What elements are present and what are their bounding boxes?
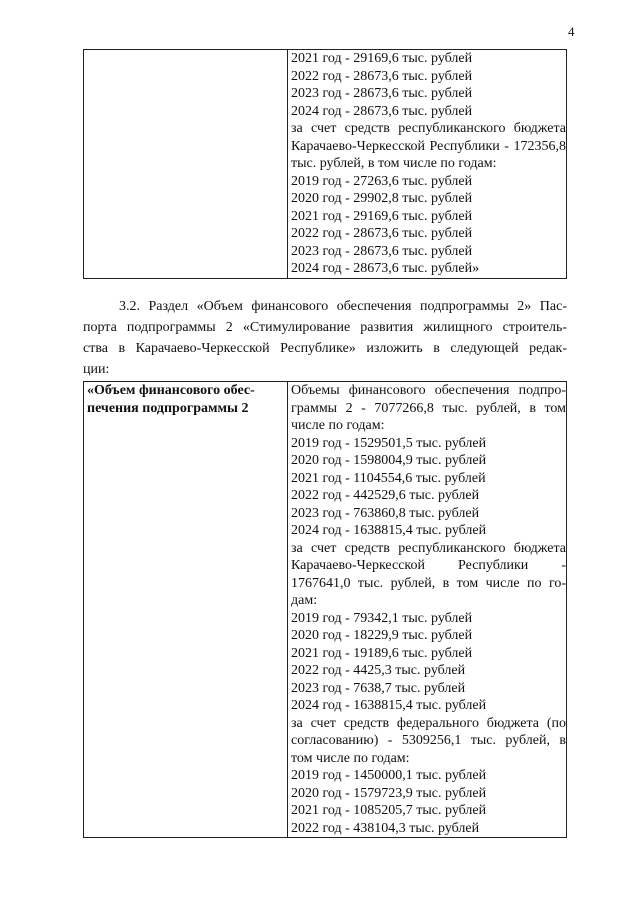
table-line: тыс. рублей, в том числе по годам: [291, 156, 497, 171]
table-line: дам: [291, 593, 318, 608]
table-line: 1767641,0 тыс. рублей, в том числе по го- [291, 575, 566, 591]
table-line: 2021 год - 1104554,6 тыс. рублей [291, 470, 486, 486]
paragraph-line: порта подпрограммы 2 «Стимулирование развития жилищного строитель- [83, 320, 567, 335]
page-number: 4 [568, 24, 575, 39]
top-table-right-cell [288, 50, 567, 279]
top-table-left-cell [84, 50, 288, 279]
bottom-table-right-cell [288, 382, 567, 838]
table-line: 2019 год - 27263,6 тыс. рублей [291, 173, 473, 189]
table-line: за счет средств республиканского бюджета [291, 121, 566, 136]
table-line: 2023 год - 28673,6 тыс. рублей [291, 243, 473, 259]
table-line: согласованию) - 5309256,1 тыс. рублей, в [291, 733, 566, 748]
table-line: 2019 год - 1529501,5 тыс. рублей [291, 435, 487, 451]
section-label-line: «Объем финансового обес- [87, 383, 255, 398]
table-line: Карачаево-Черкесской Республики - 172356,8 [291, 138, 566, 154]
table-line: 2021 год - 1085205,7 тыс. рублей [291, 803, 487, 818]
table-line: том числе по годам: [291, 750, 410, 766]
top-table [83, 49, 567, 279]
table-line: 2023 год - 763860,8 тыс. рублей [291, 505, 480, 521]
table-line: 2022 год - 28673,6 тыс. рублей [291, 226, 473, 241]
paragraph-line: ции: [83, 362, 110, 377]
table-line: 2022 год - 442529,6 тыс. рублей [291, 488, 480, 503]
table-line: 2022 год - 4425,3 тыс. рублей [291, 663, 466, 678]
table-line: за счет средств республиканского бюджета [291, 540, 566, 556]
table-line: 2020 год - 18229,9 тыс. рублей [291, 628, 473, 643]
table-line: 2019 год - 1450000,1 тыс. рублей [291, 768, 487, 783]
paragraph-line: ства в Карачаево-Черкесской Республике» изложить в следующей редак- [83, 341, 567, 356]
table-line: 2021 год - 29169,6 тыс. рублей [291, 51, 473, 66]
table-line: 2024 год - 28673,6 тыс. рублей [291, 103, 473, 119]
table-line: 2022 год - 28673,6 тыс. рублей [291, 68, 473, 84]
table-line: 2020 год - 1579723,9 тыс. рублей [291, 785, 487, 801]
paragraph-line: 3.2. Раздел «Объем финансового обеспечения подпрограммы 2» Пас- [119, 299, 567, 314]
table-row [84, 382, 567, 838]
bottom-table-left-cell [84, 382, 288, 838]
table-line: 2020 год - 29902,8 тыс. рублей [291, 191, 473, 206]
table-line: граммы 2 - 7077266,8 тыс. рублей, в том [291, 400, 566, 416]
table-line: 2024 год - 1638815,4 тыс. рублей [291, 698, 487, 713]
table-line: за счет средств федерального бюджета (по [291, 715, 566, 731]
section-label-line: печения подпрограммы 2 [87, 400, 249, 416]
table-line: 2024 год - 28673,6 тыс. рублей» [291, 261, 480, 276]
table-line: 2023 год - 28673,6 тыс. рублей [291, 86, 473, 101]
table-line: 2022 год - 438104,3 тыс. рублей [291, 820, 480, 836]
table-line: 2021 год - 19189,6 тыс. рублей [291, 645, 473, 661]
table-line: 2020 год - 1598004,9 тыс. рублей [291, 453, 487, 468]
table-line: 2024 год - 1638815,4 тыс. рублей [291, 523, 487, 538]
table-line: Карачаево-Черкесской Республики - [291, 558, 566, 573]
table-row [84, 50, 567, 279]
table-line: 2023 год - 7638,7 тыс. рублей [291, 680, 466, 696]
bottom-table [83, 381, 567, 838]
table-line: 2021 год - 29169,6 тыс. рублей [291, 208, 473, 224]
amendment-paragraph [83, 296, 567, 380]
table-line: 2019 год - 79342,1 тыс. рублей [291, 610, 473, 626]
table-line: Объемы финансового обеспечения подпро- [291, 383, 566, 398]
table-line: числе по годам: [291, 418, 385, 433]
